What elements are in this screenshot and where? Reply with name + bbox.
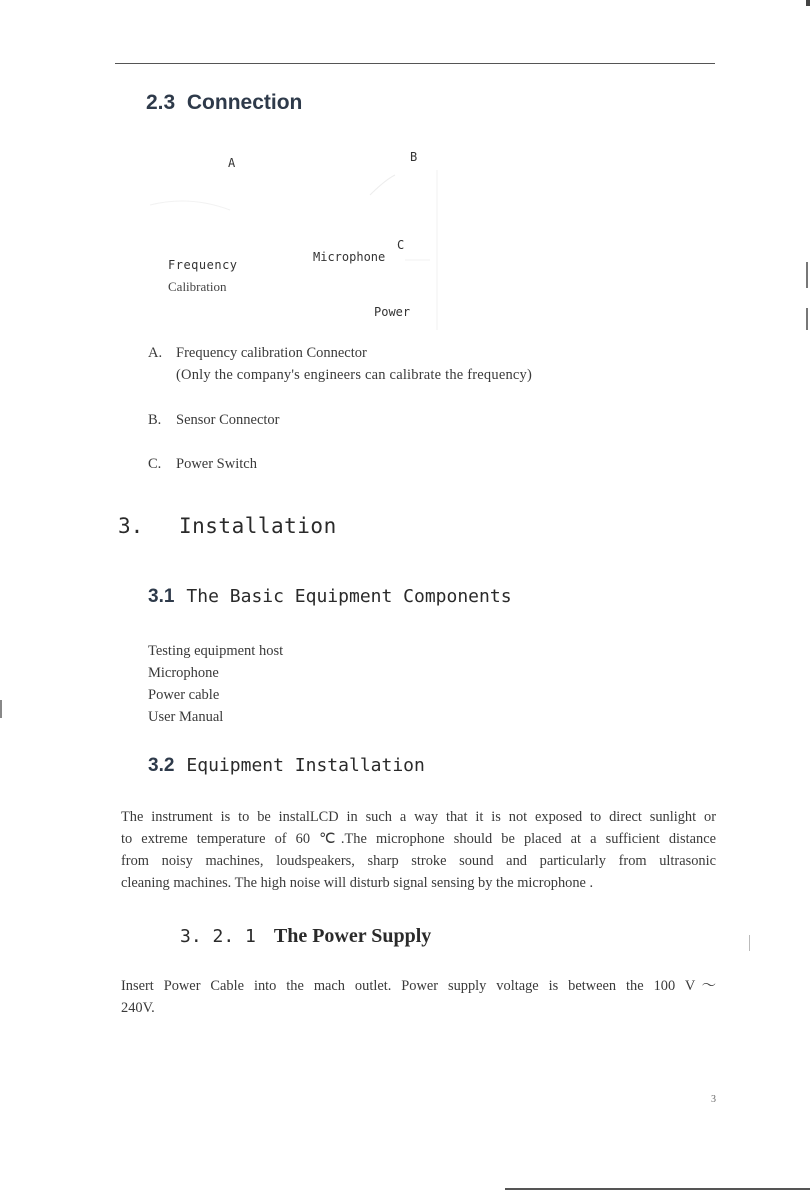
diagram-label-c: C	[397, 238, 405, 252]
scan-edge-mark	[806, 308, 808, 330]
section-number: 3.1	[148, 586, 175, 607]
scan-bottom-edge	[505, 1188, 810, 1190]
list-marker-b: B.	[148, 412, 162, 428]
section-3-title: Installation	[179, 514, 337, 538]
list-marker-a: A.	[148, 345, 163, 361]
page-number: 3	[711, 1094, 716, 1105]
diagram-label-b: B	[410, 150, 418, 164]
list-item-a-note: (Only the company's engineers can calibrate the frequency)	[176, 367, 533, 383]
section-title: The Power Supply	[273, 925, 432, 947]
paragraph-line: Insert Power Cable into the mach outlet. Power supply voltage is between the 100 V〜	[121, 978, 716, 994]
diagram-label-calibration: Calibration	[168, 279, 227, 294]
paragraph-line: to extreme temperature of 60 ℃.The microphone should be placed at a sufficient distance	[121, 831, 716, 847]
scan-edge-mark	[806, 0, 810, 6]
paragraph-line: from noisy machines, loudspeakers, sharp stroke sound and particularly from ultrasonic	[121, 853, 716, 869]
header-rule	[115, 63, 715, 64]
list-item: User Manual	[148, 709, 224, 725]
scan-edge-mark	[749, 935, 750, 951]
list-item: Microphone	[148, 665, 219, 681]
section-title: Equipment Installation	[186, 755, 425, 776]
section-2-3-heading	[146, 91, 302, 115]
diagram-label-frequency: Frequency	[168, 258, 238, 272]
scan-edge-mark	[806, 262, 808, 288]
paragraph-line: 240V.	[121, 1000, 155, 1016]
diagram-faint-outline	[140, 160, 460, 340]
components-list	[148, 640, 283, 728]
diagram-label-a: A	[228, 156, 236, 170]
list-item-b: Sensor Connector	[176, 412, 280, 428]
list-marker-c: C.	[148, 456, 162, 472]
paragraph-line: cleaning machines. The high noise will disturb signal sensing by the microphone .	[121, 875, 594, 891]
power-paragraph	[121, 975, 716, 1019]
paragraph-line: The instrument is to be instalLCD in such a way that it is not exposed to direct sunlight or	[121, 809, 716, 825]
installation-paragraph	[121, 806, 716, 894]
section-3-2-heading	[148, 755, 425, 777]
section-title: Connection	[186, 91, 303, 114]
list-item-a: Frequency calibration Connector	[176, 345, 367, 361]
section-3-1-heading	[148, 586, 512, 608]
list-item-c: Power Switch	[176, 456, 257, 472]
diagram-label-microphone: Microphone	[313, 250, 386, 264]
diagram-label-power: Power	[374, 305, 411, 319]
section-number: 3.2	[148, 755, 175, 776]
section-3-number: 3.	[118, 514, 144, 538]
section-number: 3. 2. 1	[180, 926, 256, 947]
scan-edge-mark	[0, 700, 2, 718]
section-number: 2.3	[146, 91, 176, 114]
list-item: Power cable	[148, 687, 220, 703]
list-item: Testing equipment host	[148, 643, 284, 659]
section-title: The Basic Equipment Components	[186, 586, 512, 607]
section-3-2-1-heading	[180, 925, 431, 948]
